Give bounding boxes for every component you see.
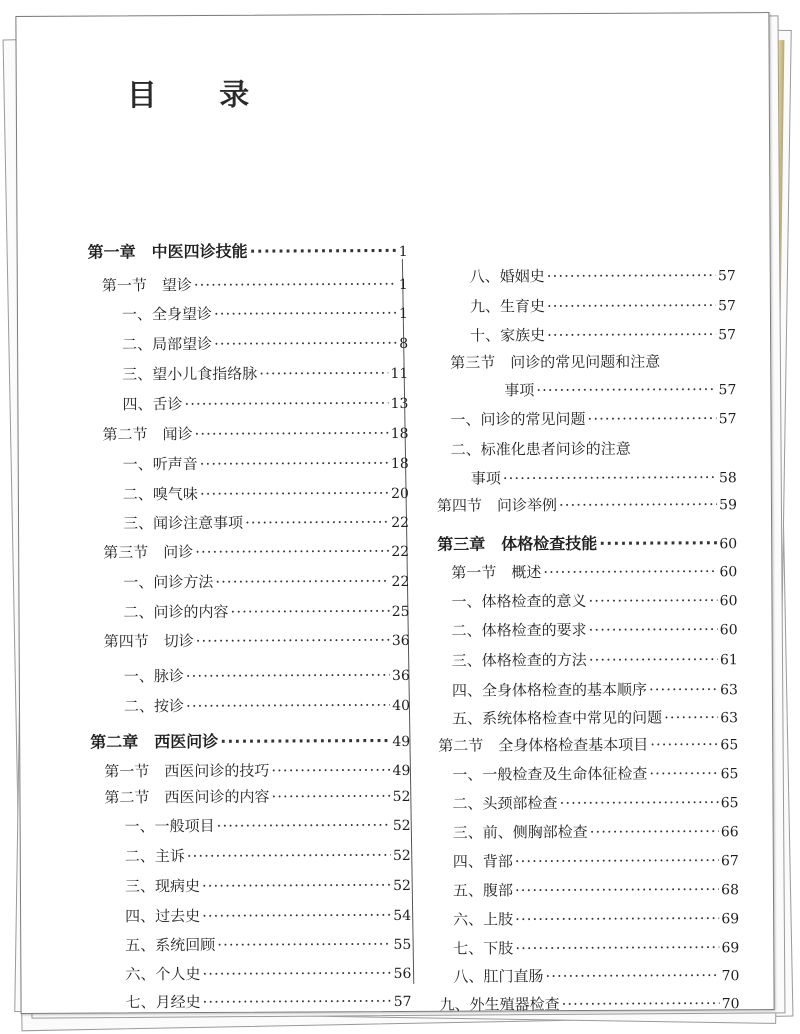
- leader-dots: [195, 423, 389, 444]
- leader-dots: [259, 363, 388, 384]
- toc-chapter-1: [88, 241, 408, 264]
- toc-entry-label: 一、问诊的常见问题: [450, 410, 586, 429]
- toc-entry-label: 第二章 西医问诊: [90, 731, 219, 752]
- toc-item: [440, 993, 740, 1016]
- toc-entry-page: 63: [720, 682, 738, 699]
- leader-dots: [186, 695, 390, 716]
- toc-entry-page: 1: [398, 276, 408, 293]
- toc-entry-page: 22: [391, 543, 410, 561]
- toc-entry-label: 三、望小儿食指络脉: [122, 364, 258, 384]
- toc-section: [88, 274, 408, 297]
- page-title: 目 录: [126, 77, 276, 114]
- toc-entry-page: 57: [718, 327, 737, 344]
- leader-dots: [599, 533, 717, 554]
- toc-entry-page: 11: [390, 365, 409, 383]
- toc-section: [89, 541, 409, 564]
- toc-item: [436, 408, 736, 431]
- toc-entry-page: 69: [721, 911, 740, 928]
- toc-entry-page: 1: [398, 305, 408, 322]
- leader-dots: [515, 908, 719, 929]
- leader-dots: [559, 494, 717, 515]
- toc-section-continued: [436, 379, 736, 402]
- leader-dots: [515, 879, 719, 900]
- toc-item: [88, 303, 408, 326]
- toc-item: [439, 850, 739, 873]
- toc-entry-label: 三、闻诊注意事项: [123, 513, 244, 533]
- toc-entry-page: 25: [391, 603, 410, 621]
- toc-section: [90, 630, 410, 653]
- toc-item: [89, 483, 409, 506]
- toc-entry-label: 二、局部望诊: [122, 334, 213, 354]
- toc-entry-label: 四、全身体格检查的基本顺序: [451, 680, 647, 700]
- toc-item: [91, 845, 411, 868]
- toc-item: [439, 937, 739, 960]
- toc-section: [90, 786, 410, 809]
- toc-entry-page: 57: [718, 411, 737, 428]
- toc-entry-page: 68: [721, 882, 740, 899]
- toc-entry-page: 57: [393, 993, 412, 1011]
- toc-entry-label: 四、过去史: [125, 907, 201, 926]
- toc-item: [438, 792, 738, 815]
- toc-section: [436, 351, 736, 373]
- toc-entry-page: 18: [390, 425, 409, 443]
- leader-dots: [214, 333, 397, 354]
- toc-entry-page: 52: [392, 788, 411, 806]
- leader-dots: [562, 993, 720, 1014]
- toc-item: [91, 905, 411, 928]
- toc-item: [91, 934, 411, 957]
- toc-entry-page: 49: [392, 733, 411, 751]
- toc-entry-label: 二、嗅气味: [122, 485, 198, 504]
- toc-entry-label: 五、系统体格检查中常见的问题: [452, 708, 663, 728]
- leader-dots: [503, 467, 717, 488]
- toc-entry-label: 二、头颈部检查: [452, 794, 558, 813]
- toc-entry-page: 60: [719, 622, 738, 639]
- leader-dots: [203, 991, 392, 1012]
- toc-entry-page: 65: [720, 795, 739, 812]
- toc-entry-label: 五、腹部: [452, 881, 514, 900]
- leader-dots: [587, 408, 716, 429]
- leader-dots: [196, 630, 390, 651]
- toc-item: [438, 707, 738, 730]
- toc-entry-page: 54: [393, 907, 412, 925]
- toc-entry-label: 事项: [470, 469, 501, 488]
- toc-entry-page: 49: [392, 762, 411, 780]
- toc-section: [438, 734, 738, 757]
- leader-dots: [588, 590, 717, 611]
- toc-entry-label: 第三节 问诊: [103, 543, 194, 562]
- leader-dots: [217, 934, 391, 955]
- toc-entry-label: 第一节 概述: [451, 563, 542, 582]
- toc-entry-page: 52: [392, 847, 411, 865]
- toc-entry-label: 一、全身望诊: [121, 304, 213, 324]
- toc-item: [90, 665, 410, 688]
- toc-entry-page: 60: [719, 536, 738, 553]
- toc-entry-page: 60: [719, 564, 738, 581]
- toc-item: [439, 821, 739, 844]
- leader-dots: [271, 760, 390, 781]
- leader-dots: [250, 241, 397, 262]
- toc-item: [438, 649, 738, 672]
- toc-item: [91, 815, 411, 838]
- toc-item: [439, 879, 739, 902]
- toc-entry-label: 六、个人史: [125, 965, 201, 984]
- leader-dots: [202, 905, 391, 926]
- toc-entry-label: 七、月经史: [125, 993, 201, 1012]
- toc-entry-label: 第二节 闻诊: [102, 425, 193, 444]
- toc-entry-label: 十、家族史: [470, 326, 546, 345]
- leader-dots: [202, 875, 391, 896]
- toc-entry-page: 40: [392, 697, 411, 715]
- toc-entry-page: 57: [718, 382, 737, 399]
- leader-dots: [589, 619, 718, 640]
- toc-entry-page: 52: [393, 877, 411, 895]
- toc-entry-label: 三、前、侧胸部检查: [452, 822, 588, 842]
- toc-entry-label: 二、按诊: [123, 697, 185, 716]
- toc-entry-label: 事项: [504, 381, 535, 400]
- toc-entry-page: 22: [391, 573, 410, 591]
- toc-entry-label: 第二节 全身体格检查基本项目: [438, 735, 649, 755]
- toc-item: [91, 875, 411, 898]
- toc-entry-label: 二、问诊的内容: [123, 602, 229, 622]
- toc-entry-page: 67: [720, 853, 739, 870]
- toc-left-column: [87, 241, 412, 1012]
- toc-entry-page: 55: [393, 936, 412, 954]
- leader-dots: [547, 295, 716, 316]
- toc-entry-label: 第一章 中医四诊技能: [87, 241, 248, 262]
- toc-entry-label: 六、上肢: [453, 910, 514, 929]
- toc-right-column: [436, 265, 740, 1014]
- toc-item: [438, 619, 738, 642]
- toc-entry-page: 13: [390, 395, 409, 413]
- leader-dots: [515, 937, 719, 958]
- toc-item: [436, 324, 736, 347]
- toc-entry-label: 九、生育史: [469, 297, 545, 316]
- toc-entry-page: 1: [398, 243, 408, 260]
- toc-item: [439, 965, 739, 988]
- toc-item: [436, 265, 736, 288]
- leader-dots: [543, 561, 717, 582]
- leader-dots: [186, 665, 390, 686]
- leader-dots: [649, 679, 718, 699]
- toc-entry-page: 52: [392, 817, 411, 835]
- toc-entry-page: 70: [721, 968, 740, 985]
- toc-item: [439, 908, 739, 931]
- leader-dots: [245, 512, 389, 533]
- toc-entry-page: 61: [719, 652, 738, 669]
- toc-item: [89, 453, 409, 476]
- toc-section: [90, 760, 410, 783]
- leader-dots: [187, 845, 391, 866]
- leader-dots: [200, 483, 389, 504]
- toc-entry-label: 一、脉诊: [123, 667, 184, 686]
- leader-dots: [536, 379, 716, 400]
- leader-dots: [215, 571, 389, 592]
- toc-entry-label: 一、问诊方法: [123, 572, 214, 592]
- leader-dots: [195, 541, 389, 562]
- leader-dots: [217, 815, 391, 836]
- leader-dots: [271, 786, 390, 807]
- toc-entry-label: 七、下肢: [453, 939, 514, 958]
- toc-entry-label: 八、肛门直肠: [453, 967, 544, 986]
- toc-entry-label: 第三章 体格检查技能: [437, 533, 598, 554]
- toc-entry-label: 三、现病史: [124, 877, 201, 896]
- leader-dots: [220, 731, 390, 752]
- toc-entry-page: 57: [717, 268, 736, 285]
- toc-entry-label: 一、体格检查的意义: [451, 591, 587, 611]
- toc-item: [90, 695, 410, 718]
- toc-section: [89, 423, 409, 446]
- toc-entry-label: 第四节 问诊举例: [436, 496, 558, 515]
- toc-entry-page: 65: [720, 737, 739, 754]
- toc-item: [438, 763, 738, 786]
- leader-dots: [202, 963, 391, 984]
- toc-entry-label: 二、体格检查的要求: [451, 620, 587, 640]
- toc-page: [15, 12, 774, 1014]
- toc-item: [91, 963, 411, 986]
- leader-dots: [590, 821, 719, 842]
- leader-dots: [547, 324, 716, 345]
- toc-entry-page: 36: [391, 632, 410, 650]
- toc-entry-page: 58: [718, 470, 737, 487]
- leader-dots: [650, 734, 718, 754]
- toc-item: [89, 512, 409, 535]
- leader-dots: [559, 792, 718, 813]
- toc-chapter-3: [437, 533, 737, 556]
- toc-entry-label: 第三节 问诊的常见问题和注意: [450, 352, 661, 372]
- toc-entry-label: 八、婚姻史: [469, 267, 545, 286]
- leader-dots: [589, 649, 718, 670]
- toc-entry-page: 8: [399, 335, 409, 352]
- toc-entry-page: 56: [393, 965, 412, 983]
- leader-dots: [547, 265, 716, 286]
- leader-dots: [515, 850, 719, 871]
- leader-dots: [214, 303, 397, 324]
- leader-dots: [230, 601, 389, 622]
- toc-entry-page: 57: [718, 298, 736, 315]
- toc-item: [89, 571, 409, 594]
- toc-item: [437, 590, 737, 613]
- toc-entry-page: 18: [390, 455, 409, 473]
- toc-entry-label: 二、标准化患者问诊的注意: [450, 439, 631, 459]
- toc-item: [92, 991, 412, 1014]
- toc-entry-label: 三、体格检查的方法: [451, 650, 587, 670]
- toc-entry-page: 36: [391, 667, 410, 685]
- toc-entry-label: 二、主诉: [124, 847, 185, 866]
- toc-entry-label: 九、外生殖器检查: [439, 995, 560, 1014]
- toc-item: [438, 679, 738, 702]
- toc-section: [437, 494, 737, 517]
- toc-entry-page: 22: [391, 514, 410, 532]
- toc-entry-page: 60: [719, 593, 738, 610]
- toc-entry-page: 59: [719, 497, 738, 514]
- toc-entry-page: 20: [391, 485, 409, 503]
- toc-item: [89, 601, 409, 624]
- toc-item: [437, 438, 737, 460]
- toc-entry-page: 65: [720, 766, 739, 783]
- leader-dots: [545, 965, 719, 986]
- toc-entry-label: 一、一般检查及生命体征检查: [452, 764, 648, 784]
- toc-entry-label: 四、舌诊: [122, 395, 183, 414]
- toc-entry-label: 一、听声音: [122, 455, 198, 474]
- toc-entry-page: 63: [720, 710, 739, 727]
- toc-entry-label: 第四节 切诊: [103, 632, 194, 651]
- toc-section: [437, 561, 737, 584]
- leader-dots: [194, 274, 397, 295]
- toc-item: [88, 393, 408, 416]
- toc-entry-page: 66: [720, 824, 739, 841]
- toc-entry-label: 五、系统回顾: [125, 935, 216, 955]
- toc-entry-label: 第二节 西医问诊的内容: [104, 787, 270, 807]
- toc-entry-label: 第一节 望诊: [101, 276, 192, 295]
- toc-item: [436, 295, 736, 318]
- toc-item: [88, 363, 408, 386]
- toc-entry-page: 70: [721, 996, 740, 1013]
- leader-dots: [184, 393, 388, 414]
- toc-entry-label: 四、背部: [452, 852, 513, 871]
- toc-item-continued: [437, 467, 737, 490]
- toc-entry-label: 第一节 西医问诊的技巧: [104, 761, 270, 781]
- toc-item: [88, 333, 408, 356]
- toc-chapter-2: [90, 731, 410, 754]
- leader-dots: [649, 763, 718, 783]
- leader-dots: [664, 707, 718, 727]
- toc-entry-label: 一、一般项目: [124, 816, 215, 836]
- leader-dots: [200, 453, 389, 474]
- toc-entry-page: 69: [721, 940, 740, 957]
